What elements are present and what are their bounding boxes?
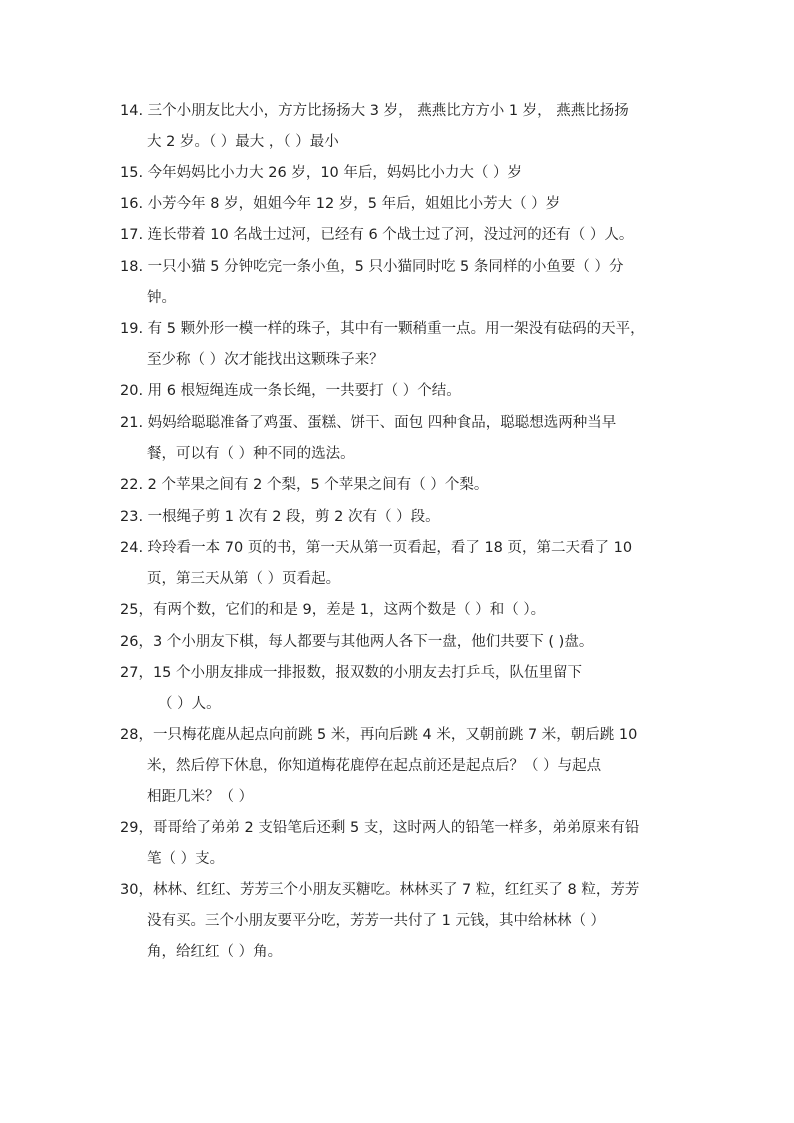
question-text: 23. 一根绳子剪 1 次有 2 段，剪 2 次有（ ）段。 (120, 509, 440, 525)
question-text: 20. 用 6 根短绳连成一条长绳，一共要打（ ）个结。 (120, 383, 461, 399)
question-item (120, 376, 461, 407)
question-text: 27，15 个小朋友排成一排报数，报双数的小朋友去打乒乓，队伍里留下 (120, 665, 583, 681)
question-item (120, 96, 629, 158)
question-item (120, 408, 616, 470)
question-text: 30，林林、红红、芳芳三个小朋友买糖吃。林林买了 7 粒，红红买了 8 粒，芳芳 (120, 882, 640, 898)
question-continuation: 大 2 岁。（ ）最大 ，（ ）最小 (147, 134, 339, 150)
question-continuation: 角，给红红（ ）角。 (147, 944, 283, 960)
question-text: 28，一只梅花鹿从起点向前跳 5 米，再向后跳 4 米，又朝前跳 7 米，朝后跳 10 (120, 727, 638, 743)
question-item (120, 252, 624, 314)
question-item (120, 158, 522, 189)
question-text: 22. 2 个苹果之间有 2 个梨，5 个苹果之间有（ ）个梨。 (120, 477, 489, 493)
question-text: 18. 一只小猫 5 分钟吃完一条小鱼，5 只小猫同时吃 5 条同样的小鱼要（ ）分 (120, 259, 624, 275)
question-continuation: 米，然后停下休息，你知道梅花鹿停在起点前还是起点后？（ ）与起点 (147, 758, 602, 774)
question-text: 26，3 个小朋友下棋，每人都要与其他两人各下一盘，他们共要下 ( )盘。 (120, 634, 594, 650)
question-item (120, 470, 488, 501)
question-item (120, 875, 639, 968)
question-continuation: （ ）人。 (158, 696, 221, 712)
question-item (120, 314, 645, 376)
question-text: 17. 连长带着 10 名战士过河，已经有 6 个战士过了河，没过河的还有（ ）人。 (120, 227, 634, 243)
question-text: 15. 今年妈妈比小力大 26 岁，10 年后，妈妈比小力大（ ）岁 (120, 165, 523, 181)
question-continuation: 至少称（ ）次才能找出这颗珠子来？ (147, 352, 384, 368)
question-continuation: 相距几米？（ ） (147, 789, 254, 805)
question-continuation: 页，第三天从第（ ）页看起。 (147, 571, 341, 587)
question-item (120, 189, 560, 220)
question-text: 16. 小芳今年 8 岁，姐姐今年 12 岁，5 年后，姐姐比小芳大（ ）岁 (120, 196, 561, 212)
question-item (120, 813, 639, 875)
question-continuation: 笔（ ）支。 (147, 851, 225, 867)
question-item (120, 220, 633, 251)
question-text: 21. 妈妈给聪聪准备了鸡蛋、蛋糕、饼干、面包 四种食品，聪聪想选两种当早 (120, 415, 617, 431)
question-item (120, 720, 637, 813)
question-item (120, 502, 440, 533)
question-item (120, 627, 593, 658)
question-text: 29，哥哥给了弟弟 2 支铅笔后还剩 5 支，这时两人的铅笔一样多，弟弟原来有铅 (120, 820, 640, 836)
question-item (120, 595, 545, 626)
question-text: 19. 有 5 颗外形一模一样的珠子，其中有一颗稍重一点。用一架没有砝码的天平， (120, 321, 645, 337)
question-item (120, 658, 582, 720)
question-text: 24. 玲玲看一本 70 页的书，第一天从第一页看起，看了 18 页，第二天看了 10 (120, 540, 633, 556)
question-text: 25，有两个数，它们的和是 9，差是 1，这两个数是（ ）和（ ）。 (120, 602, 546, 618)
question-text: 14. 三个小朋友比大小，方方比扬扬大 3 岁， 燕燕比方方小 1 岁， 燕燕比扬扬 (120, 103, 629, 119)
question-continuation: 餐，可以有（ ）种不同的选法。 (147, 446, 355, 462)
question-continuation: 钟。 (147, 290, 176, 306)
question-item (120, 533, 632, 595)
question-continuation: 没有买。三个小朋友要平分吃，芳芳一共付了 1 元钱，其中给林林（ ） (147, 913, 606, 929)
